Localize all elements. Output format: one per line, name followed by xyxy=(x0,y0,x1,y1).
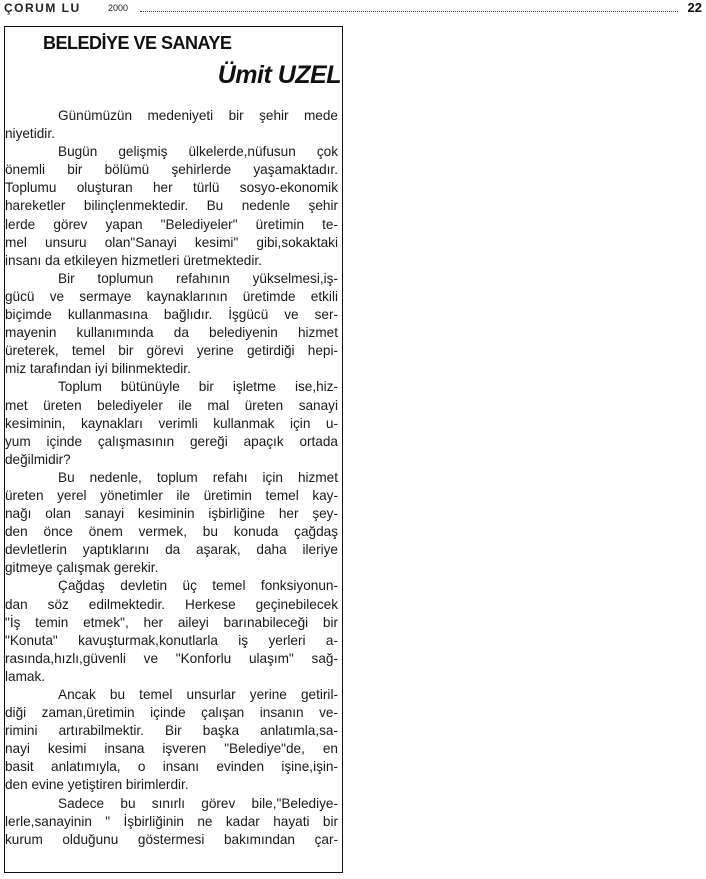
article-line: nayi kesimi insana işveren "Belediye"de, en xyxy=(5,741,338,757)
article-line: nağı olan sanayi kesiminin işbirliğine her şey- xyxy=(5,506,338,522)
masthead: ÇORUM LU xyxy=(4,1,81,15)
article-line: "Konuta" kavuşturmak,konutlarla iş yerleri a- xyxy=(5,632,338,648)
article-line: rimini artırabilmektir. Bir başka anlatımla,sa- xyxy=(5,723,338,739)
article-line: den evine yetiştiren birimlerdir. xyxy=(5,777,189,793)
article-box xyxy=(4,26,343,873)
article-body xyxy=(5,107,338,849)
article-line: değilmidir? xyxy=(5,451,71,467)
article-line: mel unsuru olan"Sanayi kesimi" gibi,sokaktaki xyxy=(5,234,338,250)
article-line: biçimde kullanmasına bağlıdır. İşgücü ve ser- xyxy=(5,307,338,323)
article-line: "İş temin etmek", her aileyi barınabileceği bir xyxy=(5,614,338,630)
issue-year: 2000 xyxy=(108,3,129,13)
article-title: BELEDİYE VE SANAYE xyxy=(43,33,232,53)
article-line: Günümüzün medeniyeti bir şehir mede xyxy=(58,108,338,123)
article-line: üreten yerel yönetimler ile üretimin temel kay- xyxy=(5,487,338,503)
article-line: diği zaman,üretimin içinde çalışan insanın ve- xyxy=(5,705,338,721)
article-line: Toplum bütünüyle bir işletme ise,hiz- xyxy=(58,379,338,395)
article-line: lamak. xyxy=(5,668,46,684)
article-line: dan söz edilmektedir. Herkese geçinebilecek xyxy=(5,596,338,612)
article-line: Ancak bu temel unsurlar yerine getiril- xyxy=(58,687,338,702)
article-line: Bugün gelişmiş ülkelerde,nüfusun çok xyxy=(58,144,338,160)
article-line: rasında,hızlı,güvenli ve "Konforlu ulaşım" sağ- xyxy=(5,650,338,666)
article-line: den önce önem vermek, bu konuda çağdaş xyxy=(5,524,338,540)
header-dotted-rule xyxy=(140,11,678,12)
article-line: üreterek, temel bir görevi yerine getirdiği hepi- xyxy=(5,343,338,359)
article-line: lerde görev yapan "Belediyeler" üretimin te- xyxy=(5,216,338,232)
article-line: lerle,sanayinin " İşbirliğinin ne kadar hayati bir xyxy=(5,813,338,829)
article-line: Çağdaş devletin üç temel fonksiyonun- xyxy=(58,578,338,594)
article-author: Ümit UZEL xyxy=(217,61,341,89)
article-line: miz tarafından iyi bilinmektedir. xyxy=(5,361,191,377)
article-line: devletlerin yaptıklarını da aşarak, daha ileriye xyxy=(5,542,338,558)
article-line: Bu nedenle, toplum refahı için hizmet xyxy=(58,469,338,485)
article-line: hareketler bilinçlenmektedir. Bu nedenle şehir xyxy=(5,198,338,214)
article-line: basit anlatımıyla, o insanı evinden işine,işin- xyxy=(5,759,338,775)
article-line: Bir toplumun refahının yükselmesi,iş- xyxy=(58,270,338,286)
article-line: met üreten belediyeler ile mal üreten sanayi xyxy=(5,397,338,413)
article-line: Toplumu oluşturan her türlü sosyo-ekonomik xyxy=(5,180,338,196)
article-line: kurum olduğunu göstermesi bakımından çar- xyxy=(5,831,338,847)
article-line: kesiminin, kaynakları verimli kullanmak için u- xyxy=(5,415,338,431)
article-line: yum içinde çalışmasının gereği apaçık ortada xyxy=(5,433,338,449)
article-line: gücü ve sermaye kaynaklarının üretimde etkili xyxy=(5,288,338,304)
article-line: niyetidir. xyxy=(5,126,55,142)
article-line: mayenin kullanımında da belediyenin hizmet xyxy=(5,325,338,341)
article-line: gitmeye çalışmak gerekir. xyxy=(5,560,159,576)
article-line: insanı da etkileyen hizmetleri üretmektedir. xyxy=(5,252,262,268)
article-line: Sadece bu sınırlı görev bile,"Belediye- xyxy=(58,795,338,811)
page-number: 22 xyxy=(687,0,702,15)
page-header xyxy=(4,0,704,16)
article-line: önemli bir bölümü şehirlerde yaşamaktadır. xyxy=(5,162,338,178)
